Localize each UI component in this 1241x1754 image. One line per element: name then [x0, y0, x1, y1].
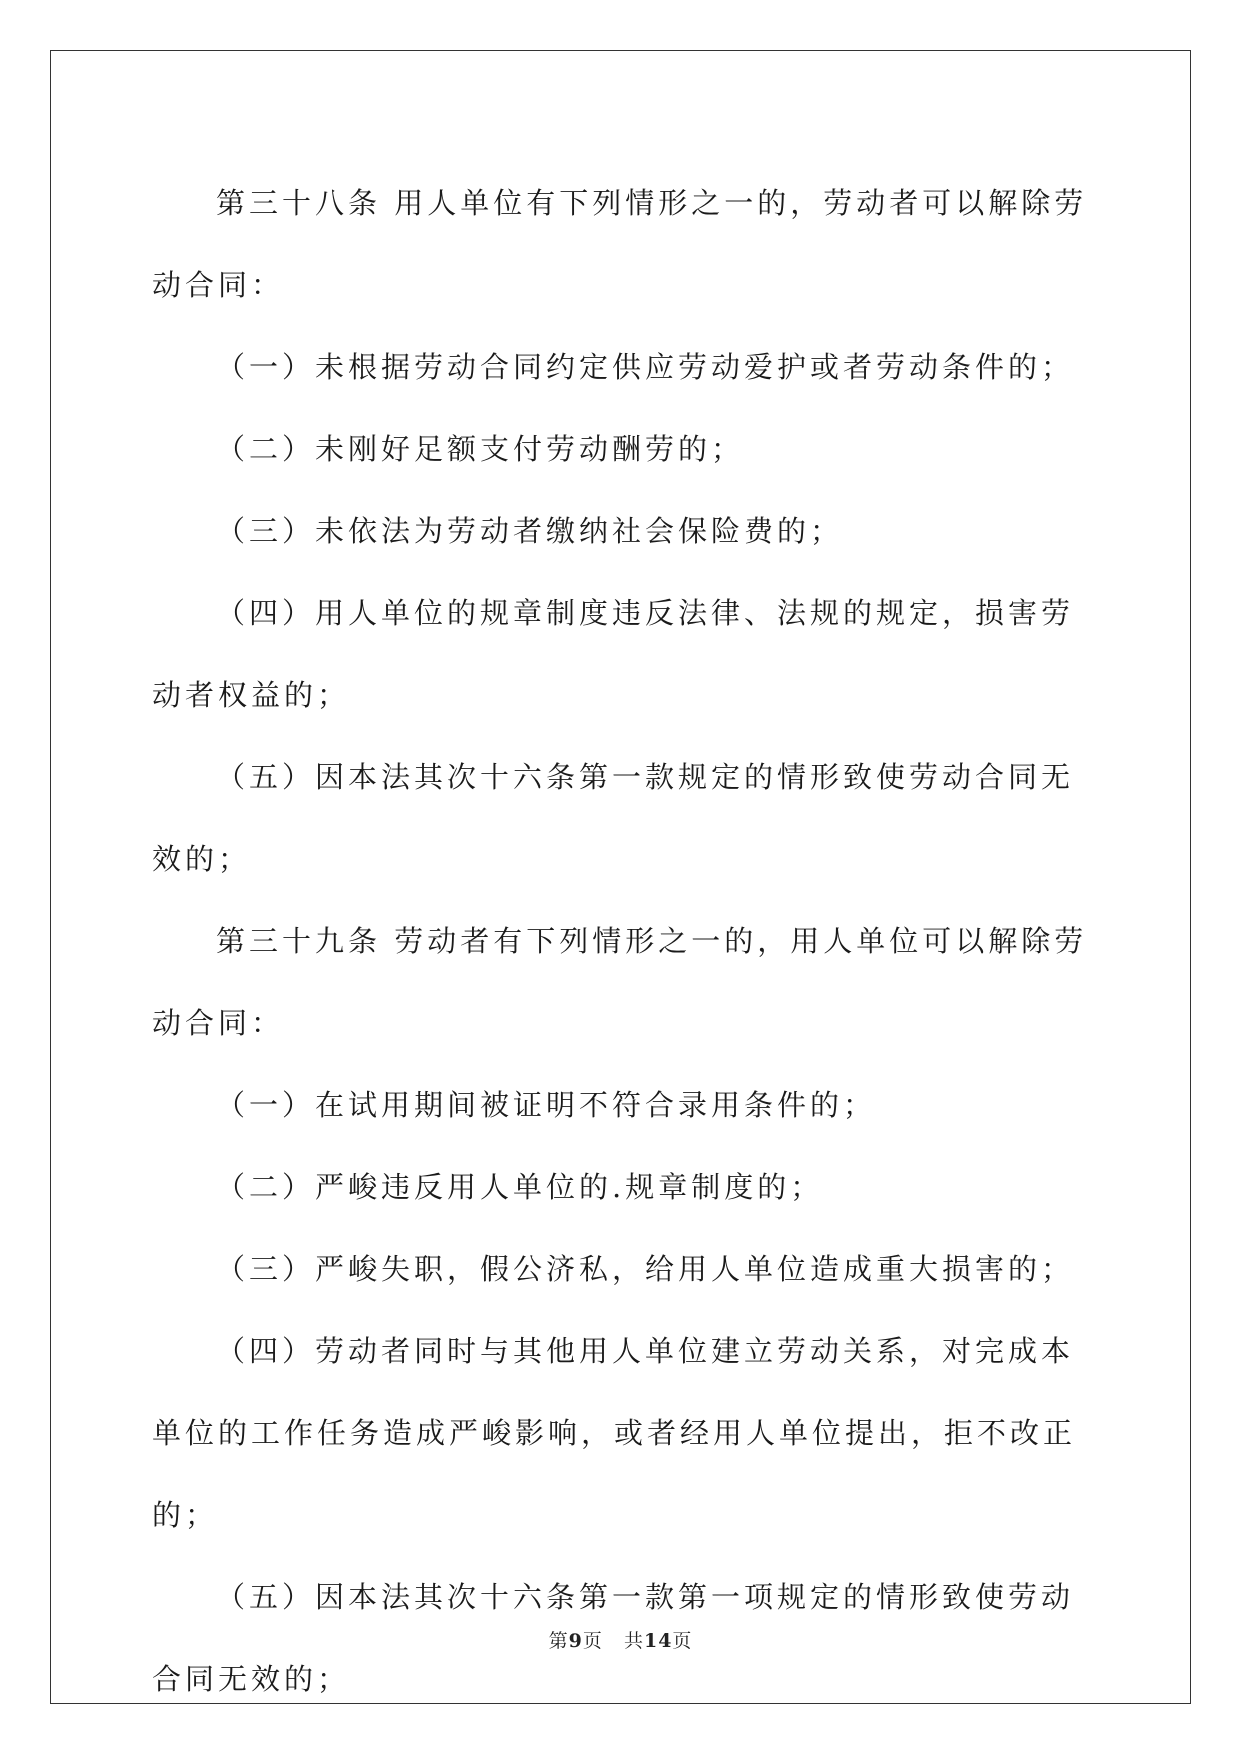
paragraph-38-item-3: （三）未依法为劳动者缴纳社会保险费的； [216, 514, 844, 548]
paragraph-39-item-5: （五）因本法其次十六条第一款第一项规定的情形致使劳动合同无效的； [152, 1580, 1075, 1696]
paragraph-39-item-4: （四）劳动者同时与其他用人单位建立劳动关系，对完成本单位的工作任务造成严峻影响，或者经用人单位提出，拒不改正的； [152, 1334, 1077, 1532]
document-body [152, 162, 1097, 1720]
current-page-number: 9 [568, 1630, 583, 1652]
total-pages-number: 14 [643, 1630, 673, 1652]
paragraph-article-38: 第三十八条 用人单位有下列情形之一的，劳动者可以解除劳动合同： [152, 186, 1088, 302]
paragraph-39-item-1: （一）在试用期间被证明不符合录用条件的； [216, 1088, 877, 1122]
paragraph-39-item-2: （二）严峻违反用人单位的.规章制度的； [216, 1170, 824, 1204]
paragraph-article-39: 第三十九条 劳动者有下列情形之一的，用人单位可以解除劳动合同： [152, 924, 1088, 1040]
paragraph-39-item-3: （三）严峻失职，假公济私，给用人单位造成重大损害的； [216, 1252, 1075, 1286]
page-footer [0, 1626, 1241, 1653]
paragraph-38-item-2: （二）未刚好足额支付劳动酬劳的； [216, 432, 745, 466]
footer-total-prefix: 共 [623, 1630, 644, 1652]
footer-page-word: 页 [582, 1630, 603, 1652]
paragraph-38-item-4: （四）用人单位的规章制度违反法律、法规的规定，损害劳动者权益的； [152, 596, 1075, 712]
paragraph-38-item-1: （一）未根据劳动合同约定供应劳动爱护或者劳动条件的； [216, 350, 1075, 384]
paragraph-38-item-5: （五）因本法其次十六条第一款规定的情形致使劳动合同无效的； [152, 760, 1075, 876]
footer-prefix: 第 [548, 1630, 569, 1652]
footer-total-suffix: 页 [672, 1630, 693, 1652]
